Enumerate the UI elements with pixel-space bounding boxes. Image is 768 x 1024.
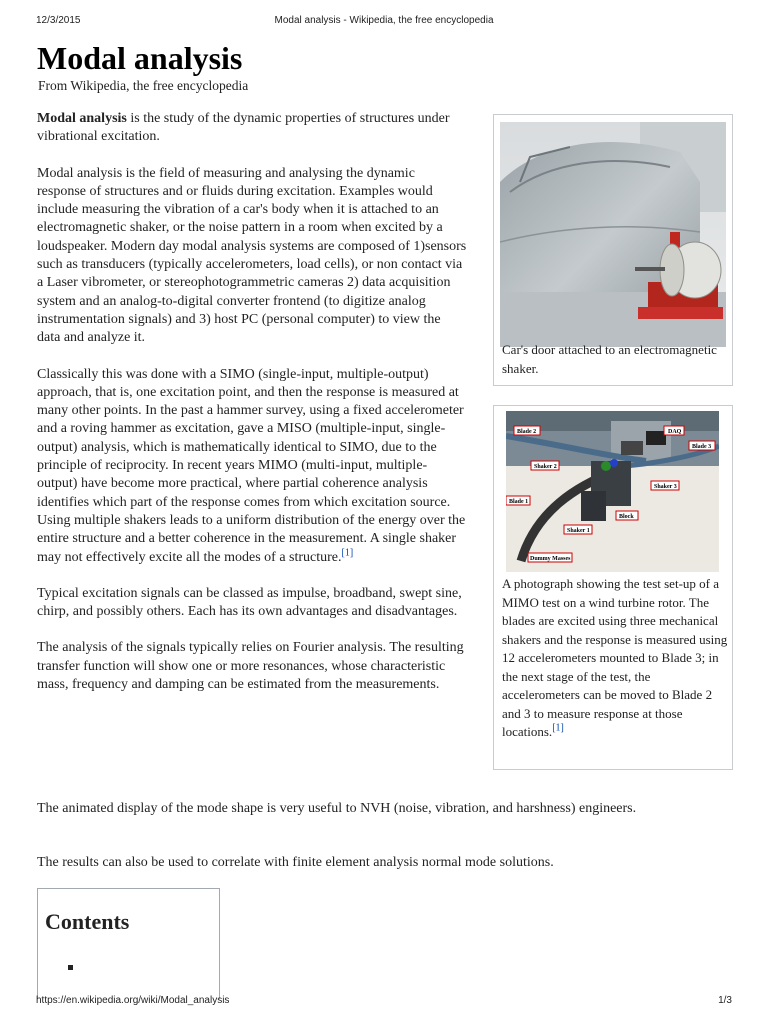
intro-paragraph	[37, 110, 467, 147]
intro-text: is the study of the dynamic properties of structures under vibrational excitation.	[37, 111, 450, 145]
figure-wind-turbine-caption	[502, 575, 728, 742]
figure-car-door-caption: Car's door attached to an electromagnetic shaker.	[502, 342, 717, 376]
label-blade-2: Blade 2	[517, 429, 537, 435]
label-shaker-3: Shaker 3	[654, 484, 677, 490]
citation-link[interactable]: [1]	[341, 546, 354, 558]
label-shaker-2: Shaker 2	[534, 464, 557, 470]
print-footer	[0, 995, 768, 1009]
car-door-shaker-photo[interactable]	[500, 122, 726, 347]
figure-wind-turbine	[493, 405, 733, 770]
paragraph-6: The results can also be used to correlate with finite element analysis normal mode solutions.	[37, 855, 554, 870]
page-title: Modal analysis	[37, 40, 243, 76]
print-header	[0, 15, 768, 31]
label-shaker-1: Shaker 1	[567, 528, 590, 534]
caption-citation-link[interactable]: [1]	[552, 722, 564, 734]
print-date: 12/3/2015	[36, 15, 81, 26]
figure-car-door	[493, 114, 733, 386]
print-page-number: 1/3	[718, 995, 732, 1006]
paragraph-5: The animated display of the mode shape is very useful to NVH (noise, vibration, and harshness) engineers.	[37, 801, 637, 816]
toc-title: Contents	[45, 909, 130, 934]
label-blade-1: Blade 1	[509, 499, 529, 505]
print-title: Modal analysis - Wikipedia, the free encyclopedia	[274, 15, 494, 26]
wind-turbine-test-photo[interactable]	[506, 411, 719, 572]
paragraph-3: Typical excitation signals can be classed as impulse, broadband, swept sine, chirp, and possibly others. Each has its own advantages and disadvantages.	[37, 585, 462, 620]
label-dummy-masses: Dummy Masses	[530, 556, 571, 562]
print-url: https://en.wikipedia.org/wiki/Modal_analysis	[36, 995, 230, 1006]
article-body	[37, 110, 467, 712]
table-of-contents	[37, 888, 220, 999]
label-block: Block	[619, 514, 634, 520]
paragraph-1: Modal analysis is the field of measuring and analysing the dynamic response of structures and or fluids during excitation. Examples would include measuring the vibration of a car's body when it is attached to an electromagnetic shaker, or the noise pattern in a room when excited by a loudspeaker. Modern day modal analysis systems are composed of 1)sensors such as transducers (typically accelerometers, load cells), or non contact via a Laser vibrometer, or stereophotogrammetric cameras 2) data acquisition system and an analog-to-digital converter frontend (to digitize analog instrumentation signals) and 3) host PC (personal computer) to view the data and analyze it.	[37, 165, 467, 346]
intro-bold-term: Modal analysis	[37, 111, 127, 126]
toc-bullet	[68, 965, 73, 970]
figure-wind-turbine-caption-text: A photograph showing the test set-up of a MIMO test on a wind turbine rotor. The blades are excited using three mechanical shakers and the response is measured using 12 accelerometers mounted to Blade 3; in the next stage of the test, the accelerometers can be moved to Blade 2 and 3 to measure response at those locations.	[502, 576, 728, 739]
label-daq: DAQ	[668, 429, 682, 435]
paragraph-2	[37, 366, 467, 567]
paragraph-2-text: Classically this was done with a SIMO (single-input, multiple-output) approach, that is, one excitation point, and then the response is measured at many other points. In the past a hammer survey, using a fixed accelerometer and a roving hammer as excitation, gave a MISO (multiple-input, single-output) analysis, which is mathematically identical to SIMO, due to the principle of reciprocity. In recent years MIMO (multi-input, multiple-output) have become more practical, where partial coherence analysis identifies which part of the response comes from which excitation source. Using multiple shakers leads to a uniform distribution of the energy over the entire structure and a better coherence in the measurement. A single shaker may not effectively excite all the modes of a structure.	[37, 366, 466, 565]
paragraph-4: The analysis of the signals typically relies on Fourier analysis. The resulting transfer function will show one or more resonances, whose characteristic mass, frequency and damping can be estimated from the measurements.	[37, 640, 464, 693]
page-subtitle: From Wikipedia, the free encyclopedia	[38, 78, 249, 93]
label-blade-3: Blade 3	[692, 444, 712, 450]
